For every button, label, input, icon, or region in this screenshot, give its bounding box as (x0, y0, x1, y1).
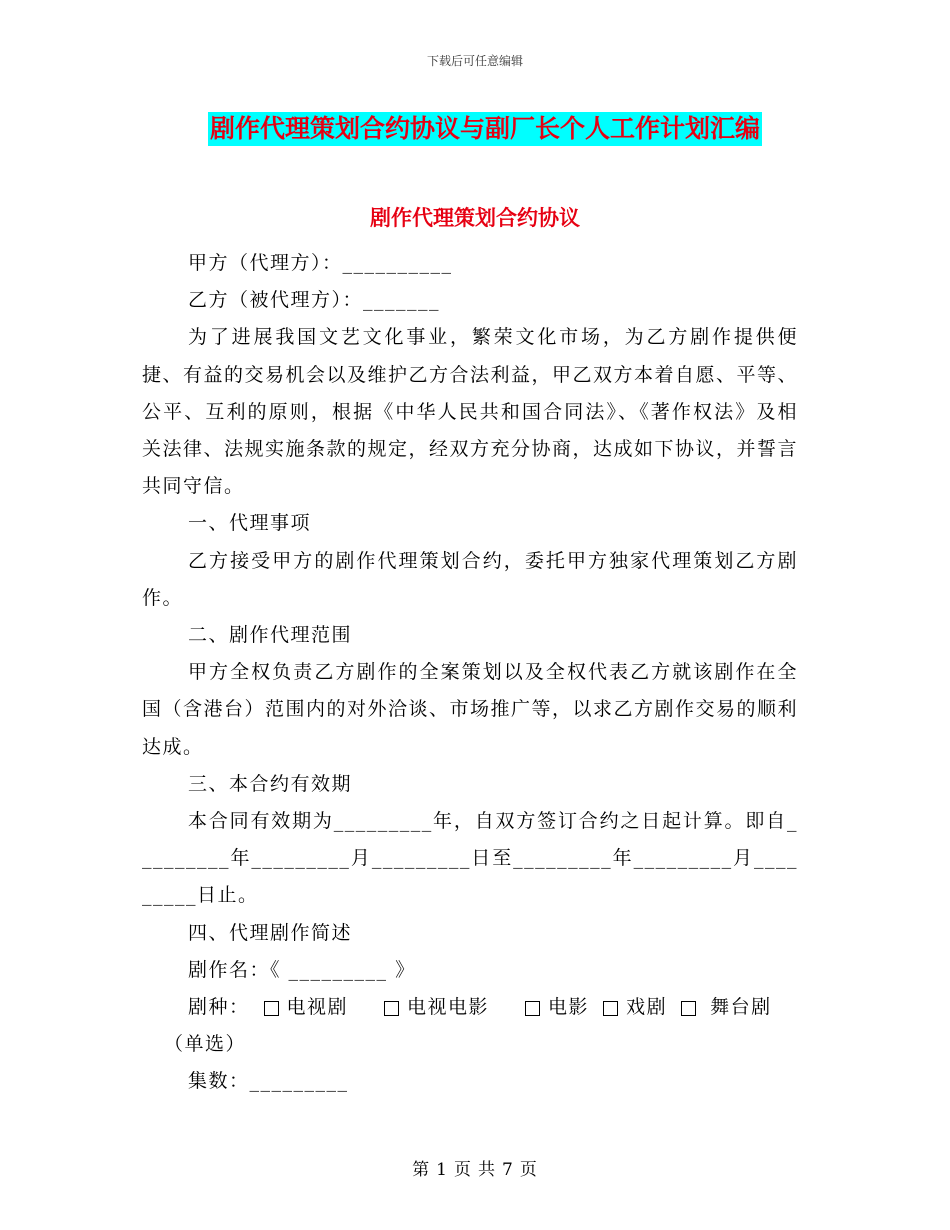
footer-current-page: 1 (436, 1160, 448, 1180)
play-name-line: 剧作名：《 _________ 》 (188, 958, 416, 981)
genre-option-tv-movie: 电视电影 (407, 996, 490, 1019)
section-2-text: 甲方全权负责乙方剧作的全案策划以及全权代表乙方就该剧作在全国（含港台）范围内的对外洽谈、市场推广等，以求乙方剧作交易的顺利达成。 (142, 661, 799, 758)
footer-label-unit: 页 (454, 1160, 472, 1180)
section-1-heading: 一、代理事项 (188, 512, 312, 535)
genre-option-tv-series: 电视剧 (286, 996, 349, 1019)
checkbox-drama[interactable] (603, 1001, 618, 1016)
genre-line (142, 989, 798, 1063)
section-1-text: 乙方接受甲方的剧作代理策划合约，委托甲方独家代理策划乙方剧作。 (142, 549, 798, 609)
genre-label: 剧种： (188, 996, 250, 1019)
section-3-text: 本合同有效期为_________年，自双方签订合约之日起计算。即自_________年_________月_________日至_________年_________月_________日止。 (142, 810, 798, 907)
genre-option-movie: 电影 (548, 996, 590, 1019)
document-title: 剧作代理策划合约协议与副厂长个人工作计划汇编 (208, 112, 762, 146)
section-3-heading: 三、本合约有效期 (188, 772, 353, 795)
checkbox-stage-play[interactable] (681, 1001, 696, 1016)
checkbox-movie[interactable] (525, 1001, 540, 1016)
party-a-line: 甲方（代理方）：__________ (188, 252, 453, 274)
footer-label-unit2: 页 (519, 1160, 538, 1180)
footer-label-total: 共 (478, 1160, 496, 1180)
footer-label-page: 第 (412, 1160, 431, 1180)
page-footer (0, 1155, 950, 1180)
checkbox-tv-series[interactable] (264, 1001, 279, 1016)
footer-total-pages: 7 (502, 1160, 514, 1180)
header-note: 下载后可任意编辑 (426, 54, 523, 68)
episodes-line: 集数：_________ (188, 1070, 349, 1093)
checkbox-tv-movie[interactable] (384, 1001, 399, 1016)
genre-option-drama: 戏剧 (626, 996, 668, 1019)
preamble-paragraph: 为了进展我国文艺文化事业，繁荣文化市场，为乙方剧作提供便捷、有益的交易机会以及维护乙方合法利益，甲乙双方本着自愿、平等、公平、互利的原则，根据《中华人民共和国合同法》、《著作权法》及相关法律、法规实施条款的规定，经双方充分协商，达成如下协议，并誓言共同守信。 (142, 326, 799, 498)
genre-note: （单选） (164, 1033, 247, 1056)
section-title: 剧作代理策划合约协议 (370, 206, 580, 230)
document-body (142, 245, 798, 1101)
section-4-heading: 四、代理剧作简述 (188, 921, 353, 944)
section-2-heading: 二、剧作代理范围 (188, 624, 353, 647)
genre-option-stage-play: 舞台剧 (710, 996, 772, 1019)
party-b-line: 乙方（被代理方）：_______ (188, 289, 441, 312)
